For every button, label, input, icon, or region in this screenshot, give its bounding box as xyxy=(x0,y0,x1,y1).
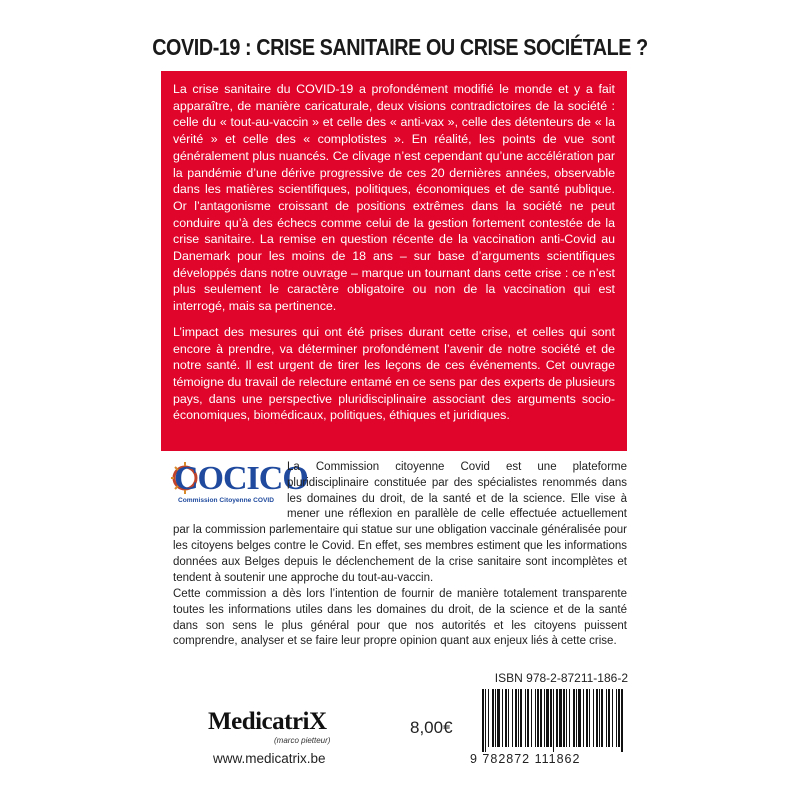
publisher-url[interactable]: www.medicatrix.be xyxy=(213,751,326,766)
publisher-name: MedicatriX xyxy=(208,708,327,735)
publisher-subtitle: (marco pietteur) xyxy=(274,736,331,745)
book-title: COVID-19 : CRISE SANITAIRE OU CRISE SOCIÉTALE ? xyxy=(152,34,648,60)
price: 8,00€ xyxy=(410,718,453,737)
barcode xyxy=(478,689,628,752)
commission-description: La Commission citoyenne Covid est une plateforme pluridisciplinaire constituée par des spécialistes renommés dans les domaines du droit, de la santé et de la science. Elle vise à mener une réflexion en parallèle de celle effectuée actuellement par la commission parlementaire qui statue sur une obligation vaccinale généralisée pour les citoyens belges contre le Covid. En effet, ses membres estiment que les informations données aux Belges depuis le déclenchement de la crise sanitaire sont incomplètes et tendent à soutenir une approche du tout-au-vaccin. xyxy=(173,461,627,584)
commission-intent: Cette commission a dès lors l’intention de fournir de manière totalement transparente toutes les informations utiles dans les domaines du droit, de la science et de la santé dans son sens le plus général pour que nos autorités et les citoyens puissent comprendre, analyser et se faire leur propre opinion quant aux enjeux liés à cette crise. xyxy=(173,588,627,648)
logo-wordmark: COCICO xyxy=(174,460,308,497)
barcode-number: 9 782872 111862 xyxy=(470,752,581,766)
summary-paragraph-2: L’impact des mesures qui ont été prises durant cette crise, et celles qui sont encore à prendre, va déterminer profondément l’avenir de notre société et de notre santé. Il est urgent de tirer les leçons de ces événements. Cet ouvrage témoigne du travail de relecture entamé en ce sens par des experts de plusieurs pays, dans une perspective pluridisciplinaire associant des arguments socio-économiques, biomédicaux, politiques, éthiques et juridiques. xyxy=(173,324,615,423)
summary-paragraph-1: La crise sanitaire du COVID-19 a profondément modifié le monde et y a fait apparaître, de manière caricaturale, deux visions contradictoires de la société : celle du « tout-au-vaccin » et celle des « anti-vax », celle des détenteurs de « la vérité » et celle des « complotistes ». En réalité, les points de vue sont généralement plus nuancés. Ce clivage n’est cependant qu’une accélération par la pandémie d’une dérive progressive de ces 20 dernières années, observable dans les matières scientifiques, politiques, économiques et de santé publique. Or l’antagonisme croissant de positions extrêmes dans la société ne peut conduire qu’à des échecs comme celui de la gestion fortement contestée de la crise sanitaire. La remise en question récente de la vaccination anti-Covid au Danemark pour les moins de 18 ans – sur base d’arguments scientifiques développés dans notre ouvrage – marque un tournant dans cette crise : ce n’est plus seulement le caractère obligatoire ou non de la vaccination qui est interrogé, mais sa pertinence. xyxy=(173,82,615,314)
logo-subtitle: Commission Citoyenne COVID xyxy=(178,497,274,504)
summary-box xyxy=(161,71,627,451)
publisher-logo xyxy=(208,708,348,745)
isbn: ISBN 978-2-87211-186-2 xyxy=(494,671,628,685)
